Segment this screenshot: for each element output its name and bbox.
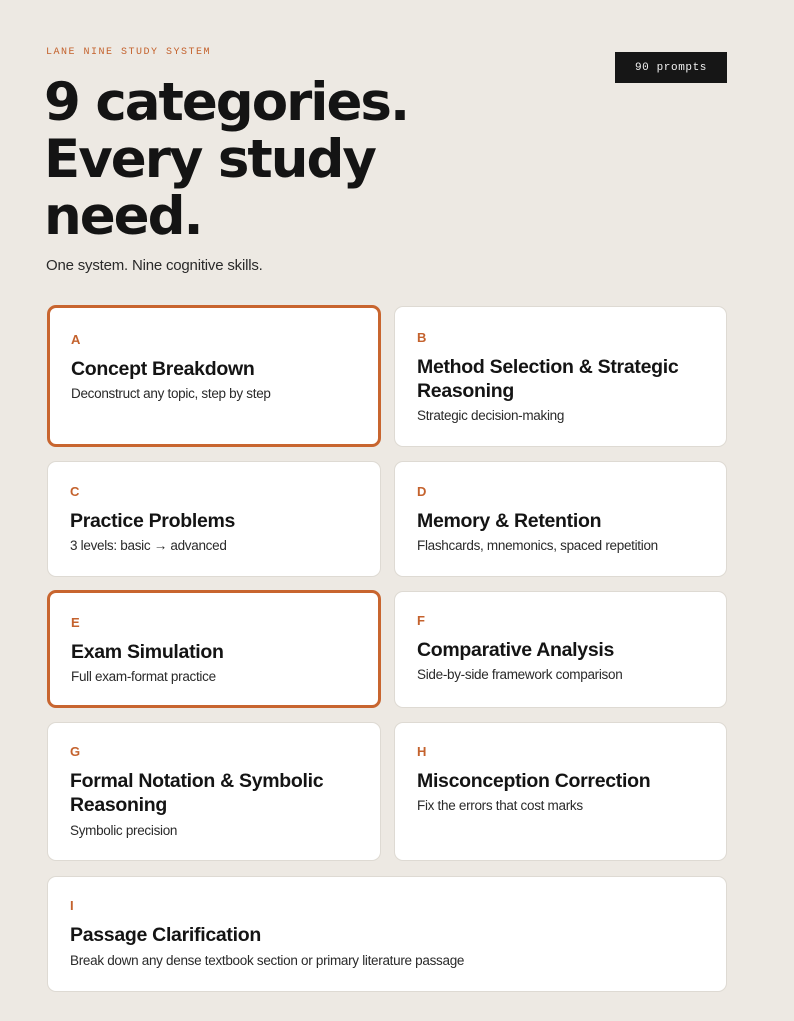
category-title: Memory & Retention [417,510,602,532]
category-description: Side-by-side framework comparison [417,667,623,682]
category-description: Strategic decision-making [417,408,565,423]
category-description: Flashcards, mnemonics, spaced repetition [417,538,658,553]
category-title: Formal Notation & Symbolic Reasoning [70,770,324,816]
category-card-f[interactable] [394,591,727,708]
eyebrow-label: LANE NINE STUDY SYSTEM [46,47,212,58]
page-title [44,74,464,245]
category-title: Passage Clarification [70,924,261,946]
category-title: Exam Simulation [71,641,224,663]
headline-line-3: need. [44,186,202,247]
category-description: 3 levels: basic → advanced [70,538,227,553]
category-card-e[interactable] [47,590,381,708]
category-title: Practice Problems [70,510,236,532]
category-description: Symbolic precision [70,823,178,838]
category-description: Fix the errors that cost marks [417,798,583,813]
category-letter: C [70,484,80,499]
category-letter: G [70,744,81,759]
category-title: Misconception Correction [417,770,651,792]
category-description: Deconstruct any topic, step by step [71,386,271,401]
category-title: Comparative Analysis [417,639,615,661]
category-description: Break down any dense textbook section or primary literature passage [70,953,465,968]
category-card-h[interactable] [394,722,727,861]
category-title: Concept Breakdown [71,358,255,380]
category-card-i[interactable] [47,876,727,992]
category-letter: B [417,330,427,345]
category-letter: E [71,615,80,630]
category-letter: F [417,613,425,628]
category-card-b[interactable] [394,306,727,447]
headline-line-1: 9 categories. [44,72,409,133]
page-subtitle: One system. Nine cognitive skills. [46,257,263,274]
category-letter: A [71,332,81,347]
category-letter: I [70,898,74,913]
category-card-g[interactable] [47,722,381,861]
category-card-c[interactable] [47,461,381,577]
category-letter: D [417,484,427,499]
category-card-d[interactable] [394,461,727,577]
category-letter: H [417,744,427,759]
category-card-a[interactable] [47,305,381,447]
headline-line-2: Every study [44,129,375,190]
category-description: Full exam-format practice [71,669,216,684]
prompt-count-badge: 90 prompts [615,52,727,83]
category-title: Method Selection & Strategic Reasoning [417,356,679,402]
